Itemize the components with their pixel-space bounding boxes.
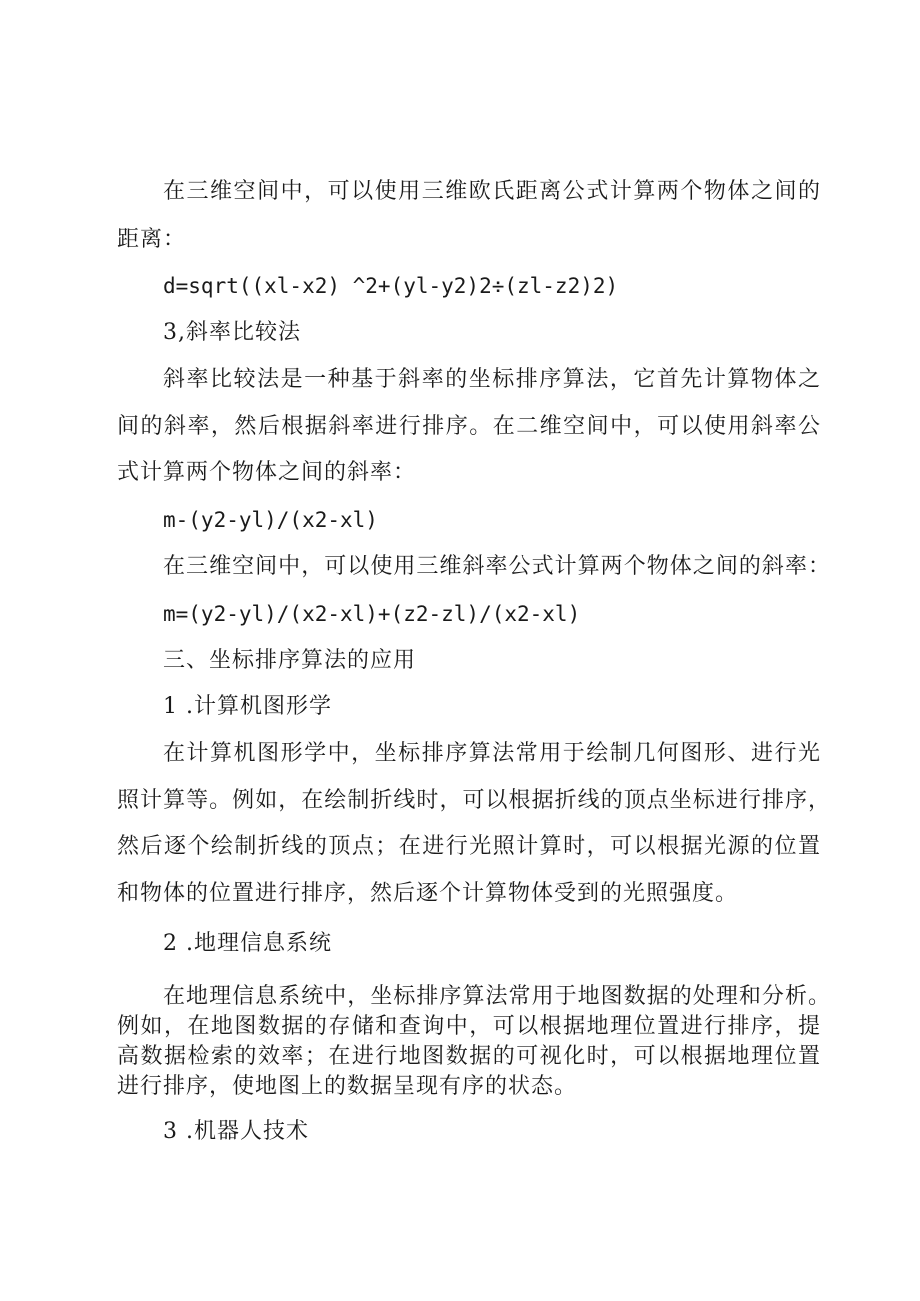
paragraph-line: 距离： <box>117 227 187 252</box>
paragraph-line: 进行排序，使地图上的数据呈现有序的状态。 <box>117 1074 578 1099</box>
heading-slope-method: 3,斜率比较法 <box>163 320 301 345</box>
paragraph-line: 照计算等。例如，在绘制折线时，可以根据折线的顶点坐标进行排序， <box>117 788 831 813</box>
formula-distance: d=sqrt((xl-x2) ^2+(yl-y2)2÷(zl-z2)2) <box>163 274 619 298</box>
paragraph-line: 例如，在地图数据的存储和查询中，可以根据地理位置进行排序，提 <box>117 1014 821 1039</box>
paragraph-line: 在三维空间中，可以使用三维欧氏距离公式计算两个物体之间的 <box>163 179 821 204</box>
subsection-heading: 1 .计算机图形学 <box>163 694 332 719</box>
section-heading: 三、坐标排序算法的应用 <box>163 648 417 673</box>
subsection-heading: 3 .机器人技术 <box>163 1119 309 1144</box>
paragraph-line: 在计算机图形学中，坐标排序算法常用于绘制几何图形、进行光 <box>163 741 821 766</box>
paragraph-line: 式计算两个物体之间的斜率： <box>117 460 417 485</box>
paragraph-line: 间的斜率，然后根据斜率进行排序。在二维空间中，可以使用斜率公 <box>117 414 821 439</box>
formula-slope-3d: m=(y2-yl)/(x2-xl)+(z2-zl)/(x2-xl) <box>163 602 581 626</box>
formula-slope-2d: m-(y2-yl)/(x2-xl) <box>163 508 378 532</box>
subsection-heading: 2 .地理信息系统 <box>163 931 332 956</box>
paragraph-line: 在三维空间中，可以使用三维斜率公式计算两个物体之间的斜率： <box>163 554 831 579</box>
paragraph-line: 然后逐个绘制折线的顶点；在进行光照计算时，可以根据光源的位置 <box>117 834 821 859</box>
paragraph-line: 高数据检索的效率；在进行地图数据的可视化时，可以根据地理位置 <box>117 1044 821 1069</box>
paragraph-line: 斜率比较法是一种基于斜率的坐标排序算法，它首先计算物体之 <box>163 367 821 392</box>
paragraph-line: 和物体的位置进行排序，然后逐个计算物体受到的光照强度。 <box>117 881 739 906</box>
paragraph-line: 在地理信息系统中，坐标排序算法常用于地图数据的处理和分析。 <box>163 984 831 1009</box>
